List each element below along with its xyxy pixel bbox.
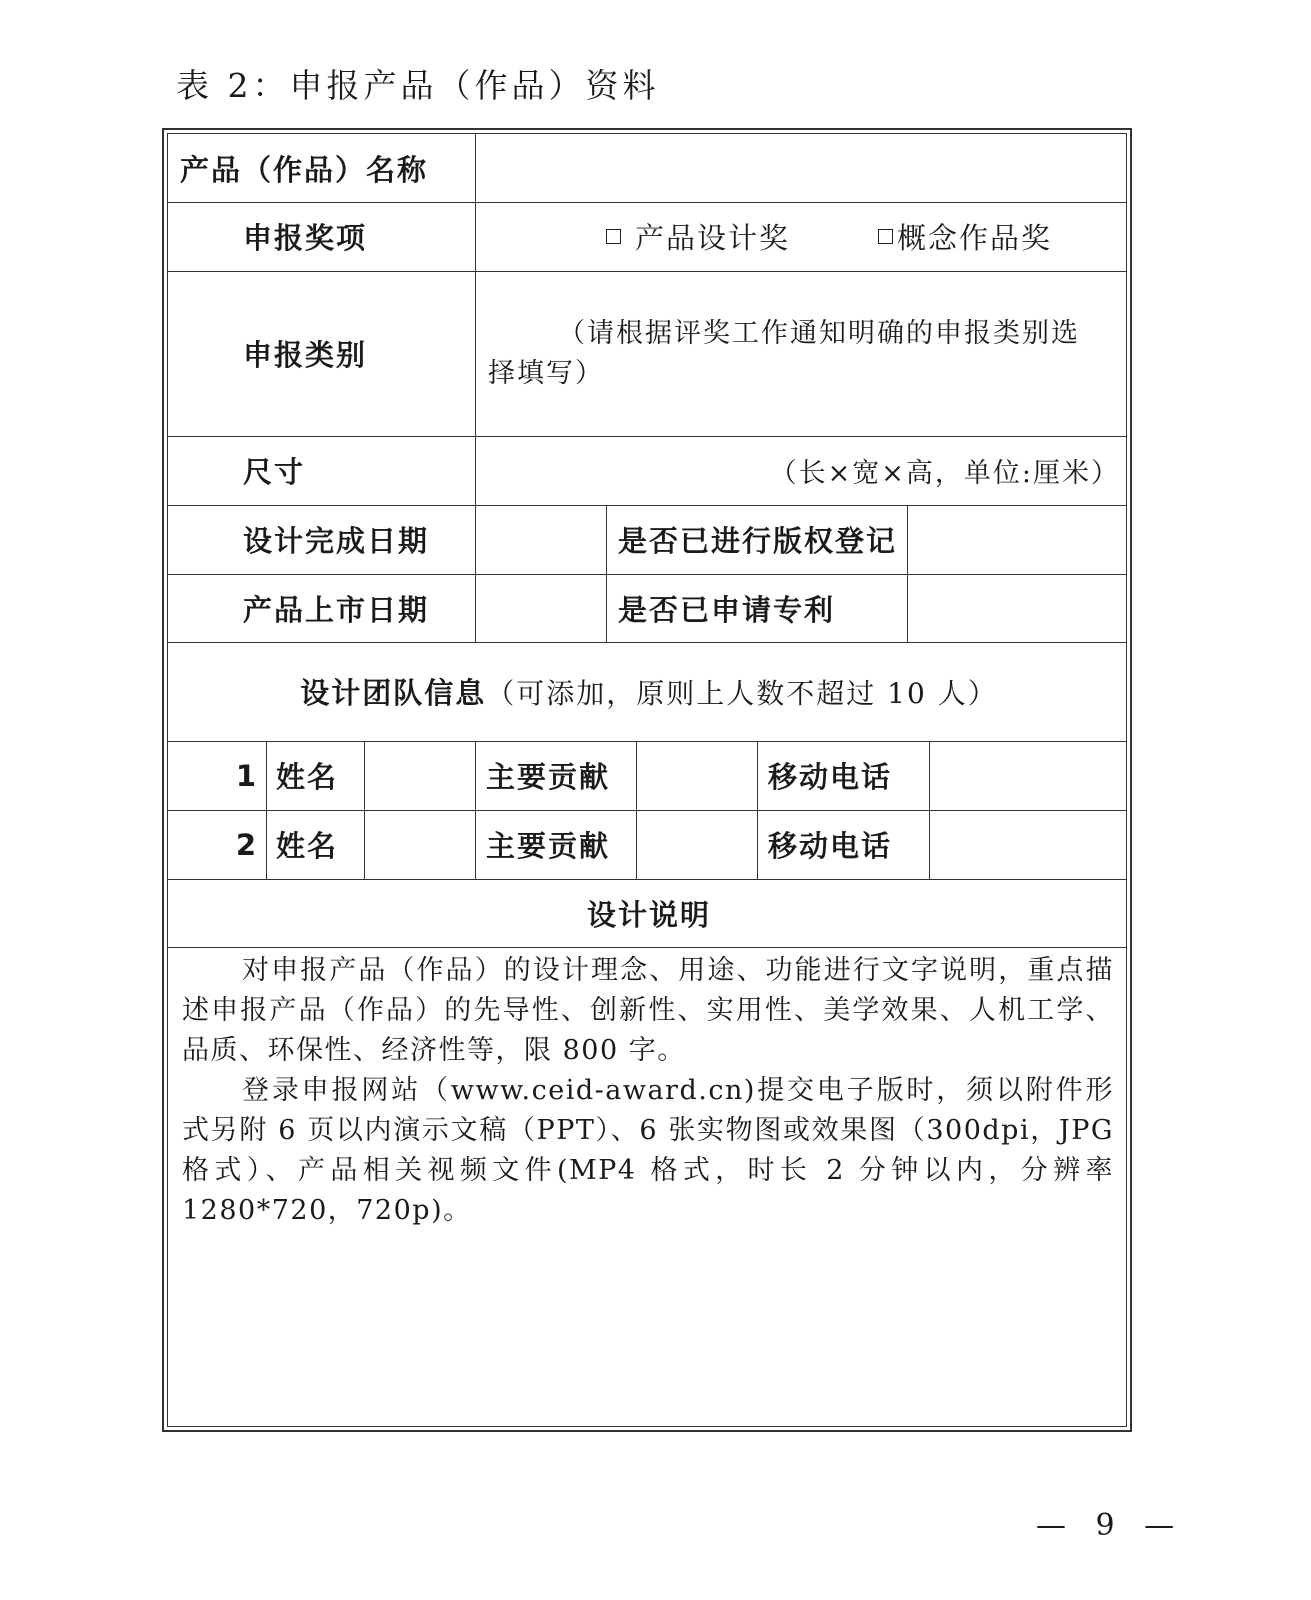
member-phone-field[interactable] bbox=[929, 810, 1130, 879]
design-date-label: 设计完成日期 bbox=[243, 524, 430, 558]
description-paragraph-2: 登录申报网站（www.ceid-award.cn)提交电子版时，须以附件形式另附 6 页以内演示文稿（PPT）、6 张实物图或效果图（300dpi，JPG 格式）、产品相关视频文件(MP4 格式，时长 2 分钟以内，分辨率 1280*720，720p)。 bbox=[182, 1075, 1114, 1226]
team-note: （可添加，原则上人数不超过 10 人） bbox=[486, 676, 998, 710]
size-label: 尺寸 bbox=[243, 455, 306, 489]
member-phone-label: 移动电话 bbox=[768, 829, 893, 863]
copyright-field[interactable] bbox=[907, 505, 1130, 574]
copyright-label: 是否已进行版权登记 bbox=[618, 524, 898, 558]
team-title: 设计团队信息 bbox=[300, 676, 487, 710]
patent-label: 是否已申请专利 bbox=[618, 592, 836, 627]
design-date-field[interactable] bbox=[475, 505, 606, 574]
team-header bbox=[168, 642, 1130, 741]
form-table bbox=[162, 128, 1132, 1432]
member-name-label: 姓名 bbox=[276, 829, 339, 863]
member-phone-field[interactable] bbox=[929, 741, 1130, 810]
description-paragraph-1: 对申报产品（作品）的设计理念、用途、功能进行文字说明，重点描述申报产品（作品）的先导性、创新性、实用性、美学效果、人机工学、品质、环保性、经济性等，限 800 字。 bbox=[182, 955, 1114, 1066]
patent-field[interactable] bbox=[907, 574, 1130, 642]
award-option-product-design[interactable] bbox=[606, 202, 866, 271]
award-label: 申报奖项 bbox=[243, 221, 368, 255]
product-name-field[interactable] bbox=[475, 134, 1130, 202]
award-option-1-label: 产品设计奖 bbox=[635, 221, 791, 255]
member-contribution-label: 主要贡献 bbox=[486, 760, 611, 794]
member-contribution-label: 主要贡献 bbox=[486, 829, 611, 863]
member-name-field[interactable] bbox=[364, 810, 475, 879]
member-name-field[interactable] bbox=[364, 741, 475, 810]
member-contribution-field[interactable] bbox=[636, 741, 757, 810]
size-hint: （长×宽×高，单位:厘米） bbox=[769, 458, 1120, 489]
member-phone-label: 移动电话 bbox=[768, 760, 893, 794]
award-option-concept[interactable] bbox=[878, 202, 1128, 271]
member-contribution-field[interactable] bbox=[636, 810, 757, 879]
table-caption: 表 2：申报产品（作品）资料 bbox=[176, 66, 660, 105]
award-option-2-label: 概念作品奖 bbox=[897, 221, 1053, 255]
product-name-label: 产品（作品）名称 bbox=[180, 152, 429, 187]
checkbox-icon[interactable] bbox=[606, 229, 621, 244]
size-field[interactable] bbox=[475, 436, 1120, 505]
market-date-field[interactable] bbox=[475, 574, 606, 642]
category-field[interactable] bbox=[488, 271, 1103, 436]
member-index: 2 bbox=[235, 827, 258, 862]
market-date-label: 产品上市日期 bbox=[243, 592, 430, 627]
checkbox-icon[interactable] bbox=[878, 229, 893, 244]
member-name-label: 姓名 bbox=[276, 760, 339, 794]
description-title: 设计说明 bbox=[586, 897, 711, 932]
category-label: 申报类别 bbox=[243, 338, 368, 372]
member-index: 1 bbox=[235, 758, 258, 793]
page-number: — 9 — bbox=[1036, 1508, 1185, 1543]
category-hint: （请根据评奖工作通知明确的申报类别选择填写） bbox=[488, 317, 1080, 389]
